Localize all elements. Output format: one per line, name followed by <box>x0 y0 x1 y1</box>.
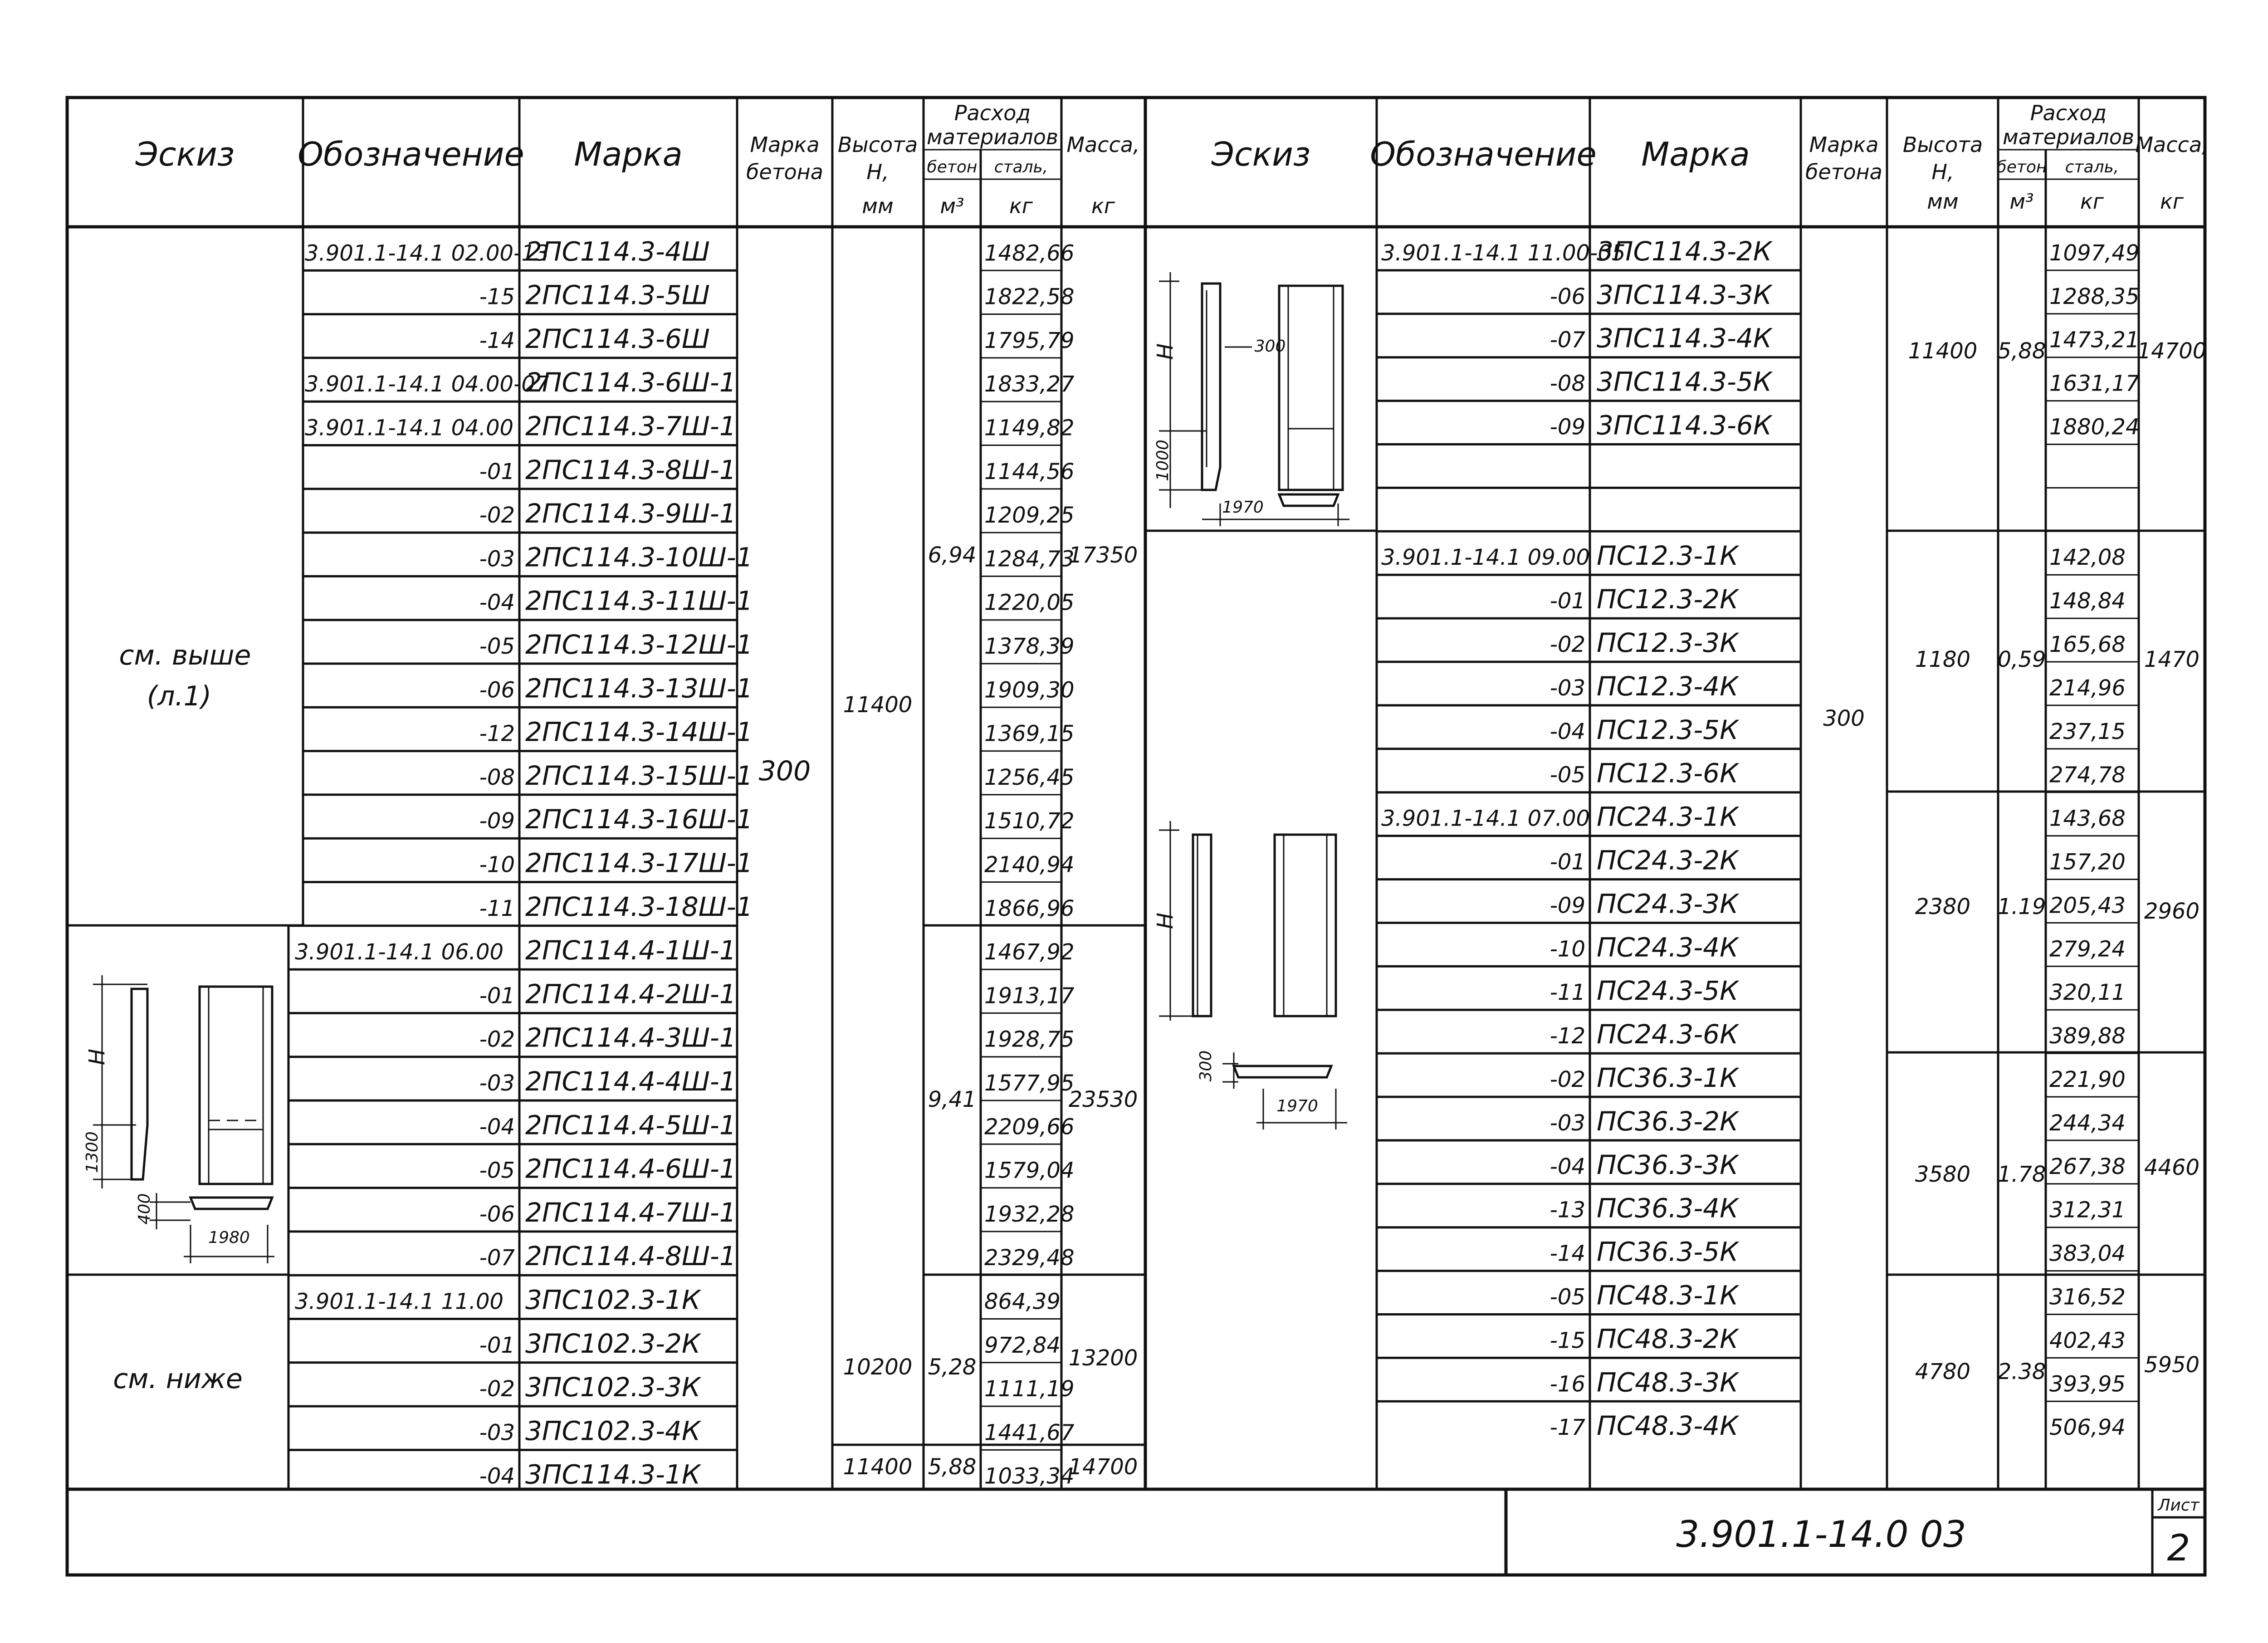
left-row-mark: 2ПС114.4-7Ш-1 <box>525 1197 736 1228</box>
left-row-steel: 1822,58 <box>984 284 1075 310</box>
right-row-mark: ПС36.3-1К <box>1597 1062 1739 1093</box>
left-row-mark: 2ПС114.4-8Ш-1 <box>525 1241 736 1272</box>
right-row-steel: 393,95 <box>2049 1371 2126 1397</box>
left-row-mark: 3ПС102.3-1К <box>525 1284 701 1315</box>
left-row-mark: 2ПС114.3-7Ш-1 <box>525 411 736 442</box>
right-row-steel: 237,15 <box>2049 719 2126 744</box>
left-row-steel: 1111,19 <box>984 1376 1075 1402</box>
right-row-designation: -08 <box>1549 371 1585 396</box>
right-row-steel: 214,96 <box>2049 675 2126 701</box>
dim-h-right-top: H <box>1153 343 1178 360</box>
right-row-mark: ПС36.3-4К <box>1597 1193 1739 1224</box>
right-row-designation: -10 <box>1549 936 1585 962</box>
left-height-10200: 10200 <box>843 1354 913 1380</box>
left-row-mark: 2ПС114.3-8Ш-1 <box>525 454 736 485</box>
right-row-mark: ПС36.3-2К <box>1597 1105 1739 1137</box>
right-row-mark: ПС24.3-4К <box>1597 932 1739 963</box>
left-row-mark: 3ПС102.3-3К <box>525 1372 701 1403</box>
left-row-designation: 3.901.1-14.1 04.00 <box>305 415 514 441</box>
right-row-mark: ПС48.3-3К <box>1597 1367 1739 1398</box>
right-row-designation: 3.901.1-14.1 09.00 <box>1381 545 1590 571</box>
right-row-designation: -16 <box>1549 1371 1585 1397</box>
header-mass-2: кг <box>1091 194 1115 218</box>
right-row-designation: -05 <box>1549 1284 1585 1310</box>
left-row-designation: -04 <box>479 1114 515 1140</box>
left-row-mark: 2ПС114.3-16Ш-1 <box>525 804 753 835</box>
right-row-mark: ПС48.3-2К <box>1597 1323 1739 1354</box>
left-row-mark: 2ПС114.3-6Ш <box>525 323 710 354</box>
right-row-mark: 3ПС114.3-4К <box>1597 323 1772 354</box>
left-vol-941: 9,41 <box>928 1087 977 1112</box>
right-row-mark: ПС12.3-1К <box>1597 540 1739 572</box>
right-row-designation: -09 <box>1549 414 1585 440</box>
left-row-steel: 1149,82 <box>984 415 1075 441</box>
left-row-designation: -01 <box>479 459 515 484</box>
dim-1980: 1980 <box>208 1228 250 1247</box>
header-height-3: мм <box>862 194 894 218</box>
right-row-designation: -03 <box>1549 675 1585 701</box>
right-row-designation: -15 <box>1549 1328 1585 1354</box>
left-vol-last: 5,88 <box>928 1454 977 1480</box>
left-row-designation: -06 <box>479 677 515 703</box>
right-m4: 4460 <box>2144 1155 2200 1180</box>
dim-1300: 1300 <box>83 1131 102 1173</box>
header-consumption-2-r: материалов <box>2003 125 2134 149</box>
right-row-mark: 3ПС114.3-6К <box>1597 410 1772 441</box>
dim-300-top: 300 <box>1254 337 1286 356</box>
left-row-mark: 2ПС114.3-10Ш-1 <box>525 542 753 573</box>
header-steel: сталь, <box>994 158 1048 176</box>
right-m5: 5950 <box>2144 1352 2200 1378</box>
right-row-steel: 1473,21 <box>2049 327 2140 353</box>
left-row-designation: -01 <box>479 1332 515 1358</box>
left-row-designation: 3.901.1-14.1 04.00-07 <box>305 372 549 397</box>
left-row-steel: 1220,05 <box>984 590 1075 616</box>
right-row-steel: 205,43 <box>2049 893 2126 919</box>
right-row-mark: ПС36.3-3К <box>1597 1149 1739 1180</box>
left-row-steel: 2209,66 <box>984 1114 1075 1140</box>
right-row-designation: -03 <box>1549 1110 1585 1136</box>
left-row-mark: 2ПС114.3-13Ш-1 <box>525 673 753 704</box>
header-steel-r: сталь, <box>2065 158 2119 176</box>
sketch-panel-right-mid <box>1153 821 1347 1130</box>
right-row-mark: ПС24.3-2К <box>1597 845 1739 876</box>
right-row-mark: ПС24.3-3К <box>1597 888 1739 919</box>
right-row-mark: ПС48.3-4К <box>1597 1410 1739 1442</box>
right-row-mark: ПС24.3-6К <box>1597 1019 1739 1050</box>
right-v2: 0,59 <box>1997 647 2046 672</box>
right-h2: 1180 <box>1915 647 1971 672</box>
left-row-steel: 1795,79 <box>984 328 1075 353</box>
left-row-steel: 1144,56 <box>984 459 1075 484</box>
header-height-1: Высота <box>837 132 918 157</box>
right-row-mark: 3ПС114.3-3К <box>1597 279 1772 310</box>
left-row-mark: 2ПС114.3-14Ш-1 <box>525 716 753 748</box>
left-row-mark: 3ПС114.3-1К <box>525 1459 701 1490</box>
right-row-mark: 3ПС114.3-2К <box>1597 235 1772 267</box>
right-row-designation: -17 <box>1549 1415 1585 1441</box>
right-row-steel: 274,78 <box>2049 762 2126 788</box>
dim-300-mid: 300 <box>1197 1050 1215 1082</box>
left-row-steel: 1369,15 <box>984 721 1075 747</box>
left-row-steel: 1932,28 <box>984 1201 1075 1227</box>
header-designation-r: Обозначение <box>1370 135 1597 173</box>
right-row-steel: 148,84 <box>2049 588 2126 614</box>
left-row-designation: -04 <box>479 590 515 616</box>
left-row-steel: 1913,17 <box>984 983 1075 1009</box>
right-row-mark: 3ПС114.3-5К <box>1597 366 1772 397</box>
left-row-steel: 1441,67 <box>984 1420 1075 1446</box>
right-row-steel: 383,04 <box>2049 1241 2126 1266</box>
left-row-designation: -02 <box>479 1027 515 1052</box>
left-mass-last: 14700 <box>1068 1454 1138 1480</box>
left-row-steel: 1866,96 <box>984 895 1075 921</box>
right-v3: 1.19 <box>1997 894 2046 919</box>
right-row-designation: 3.901.1-14.1 11.00-05 <box>1381 240 1626 266</box>
header-height-1-r: Высота <box>1902 132 1983 157</box>
dim-h-right-mid: H <box>1153 912 1178 929</box>
left-row-mark: 2ПС114.4-6Ш-1 <box>525 1153 736 1184</box>
right-row-mark: ПС12.3-5К <box>1597 714 1739 745</box>
header-mass-2-r: кг <box>2160 189 2184 214</box>
header-sketch-r: Эскиз <box>1211 135 1311 173</box>
left-row-steel: 1284,73 <box>984 546 1075 572</box>
left-row-mark: 3ПС102.3-2К <box>525 1328 701 1359</box>
header-concrete-unit: м³ <box>940 194 964 218</box>
left-row-designation: -09 <box>479 808 515 834</box>
header-consumption-1-r: Расход <box>2030 101 2107 125</box>
header-concrete-unit-r: м³ <box>2009 189 2034 214</box>
right-row-mark: ПС12.3-2К <box>1597 584 1739 615</box>
left-row-designation: -14 <box>479 328 515 353</box>
left-row-steel: 1833,27 <box>984 372 1075 397</box>
header-sketch: Эскиз <box>135 135 235 173</box>
left-row-designation: -03 <box>479 1420 515 1446</box>
right-row-steel: 320,11 <box>2049 980 2126 1006</box>
left-row-mark: 2ПС114.4-4Ш-1 <box>525 1066 736 1097</box>
header-concrete-grade-2: бетона <box>746 160 823 184</box>
right-row-mark: ПС48.3-1К <box>1597 1280 1739 1311</box>
right-row-designation: 3.901.1-14.1 07.00 <box>1381 806 1590 831</box>
dim-1000: 1000 <box>1154 440 1172 481</box>
right-row-steel: 1288,35 <box>2049 284 2140 309</box>
dim-400: 400 <box>135 1193 154 1225</box>
left-row-steel: 864,39 <box>984 1289 1061 1315</box>
left-row-steel: 1909,30 <box>984 677 1075 703</box>
header-concrete-r: бетон <box>1996 158 2047 176</box>
left-row-designation: -08 <box>479 764 515 790</box>
left-row-designation: -15 <box>479 284 515 310</box>
left-row-mark: 2ПС114.3-4Ш <box>525 236 710 267</box>
left-row-designation: -05 <box>479 1158 515 1183</box>
right-concrete-grade: 300 <box>1823 706 1865 731</box>
right-row-steel: 402,43 <box>2049 1328 2126 1354</box>
right-row-steel: 165,68 <box>2049 632 2126 657</box>
right-row-steel: 312,31 <box>2049 1197 2126 1223</box>
left-row-designation: -01 <box>479 983 515 1009</box>
right-v5: 2.38 <box>1997 1359 2046 1384</box>
right-row-mark: ПС12.3-4К <box>1597 670 1739 702</box>
left-row-mark: 2ПС114.4-2Ш-1 <box>525 978 736 1010</box>
sheet-label: Лист <box>2158 1496 2200 1515</box>
sketch-above-2: (л.1) <box>147 680 212 712</box>
right-row-designation: -05 <box>1549 762 1585 788</box>
right-row-designation: -13 <box>1549 1197 1585 1223</box>
right-row-steel: 506,94 <box>2049 1415 2126 1441</box>
left-row-designation: -11 <box>479 895 515 921</box>
right-row-designation: -14 <box>1549 1241 1585 1266</box>
header-mark: Марка <box>574 135 683 173</box>
left-row-designation: 3.901.1-14.1 06.00 <box>295 939 504 965</box>
header-mark-r: Марка <box>1641 135 1750 173</box>
left-vol-528: 5,28 <box>928 1354 977 1380</box>
right-row-steel: 142,08 <box>2049 545 2126 571</box>
left-row-steel: 1482,66 <box>984 240 1075 266</box>
left-row-mark: 2ПС114.4-1Ш-1 <box>525 935 736 966</box>
header-height-2-r: H, <box>1931 160 1954 184</box>
header-mass-1-r: Масса, <box>2135 132 2209 157</box>
right-row-mark: ПС24.3-1К <box>1597 801 1739 832</box>
right-row-steel: 1631,17 <box>2049 371 2140 396</box>
left-row-mark: 2ПС114.3-17Ш-1 <box>525 847 753 879</box>
left-row-steel: 2140,94 <box>984 852 1075 878</box>
right-row-steel: 279,24 <box>2049 936 2126 962</box>
left-height-last: 11400 <box>843 1454 913 1480</box>
left-vol-694: 6,94 <box>928 543 977 568</box>
right-row-steel: 1880,24 <box>2049 414 2140 440</box>
right-header <box>1211 101 2209 214</box>
left-mass-23530: 23530 <box>1068 1087 1138 1112</box>
left-row-steel: 1033,34 <box>984 1463 1075 1489</box>
right-row-designation: -09 <box>1549 893 1585 919</box>
left-row-steel: 2329,48 <box>984 1245 1075 1271</box>
left-row-steel: 1256,45 <box>984 764 1075 790</box>
left-row-steel: 1209,25 <box>984 503 1075 528</box>
left-mass-13200: 13200 <box>1068 1345 1138 1371</box>
right-m2: 1470 <box>2144 647 2200 672</box>
left-mass-17350: 17350 <box>1068 543 1138 568</box>
left-row-mark: 2ПС114.3-9Ш-1 <box>525 498 736 529</box>
sketch-above-1: см. выше <box>119 640 251 671</box>
header-steel-unit-r: кг <box>2080 189 2104 214</box>
right-row-steel: 157,20 <box>2049 849 2126 875</box>
right-h1: 11400 <box>1908 338 1978 364</box>
left-row-designation: -04 <box>479 1463 515 1489</box>
left-row-steel: 972,84 <box>984 1332 1061 1358</box>
right-h4: 3580 <box>1915 1162 1971 1187</box>
right-rows <box>1381 236 2140 1441</box>
left-row-steel: 1928,75 <box>984 1027 1075 1052</box>
right-row-designation: -02 <box>1549 632 1585 657</box>
left-height-11400: 11400 <box>843 692 913 718</box>
header-mass-1: Масса, <box>1066 132 1140 157</box>
right-row-designation: -01 <box>1549 849 1585 875</box>
left-row-designation: -12 <box>479 721 515 747</box>
right-row-steel: 143,68 <box>2049 806 2126 831</box>
left-row-designation: -03 <box>479 1071 515 1096</box>
right-h3: 2380 <box>1915 894 1971 919</box>
right-merged-cells <box>1823 338 2206 1384</box>
left-rows <box>295 236 1075 1490</box>
left-row-designation: -10 <box>479 852 515 878</box>
left-row-mark: 2ПС114.3-11Ш-1 <box>525 585 753 616</box>
left-row-mark: 2ПС114.4-5Ш-1 <box>525 1110 736 1141</box>
document-code: 3.901.1-14.0 03 <box>1676 1513 1966 1555</box>
right-v4: 1.78 <box>1997 1162 2046 1187</box>
right-row-designation: -11 <box>1549 980 1585 1006</box>
left-row-mark: 2ПС114.4-3Ш-1 <box>525 1022 736 1053</box>
sheet-number: 2 <box>2167 1527 2190 1569</box>
left-row-designation: 3.901.1-14.1 11.00 <box>295 1289 504 1315</box>
header-concrete: бетон <box>927 158 978 176</box>
header-steel-unit: кг <box>1009 194 1033 218</box>
dim-1970-mid: 1970 <box>1276 1097 1318 1115</box>
left-row-mark: 2ПС114.3-15Ш-1 <box>525 760 753 791</box>
right-row-mark: ПС12.3-6К <box>1597 758 1739 789</box>
left-row-steel: 1579,04 <box>984 1158 1075 1183</box>
left-row-designation: -02 <box>479 1376 515 1402</box>
right-row-designation: -12 <box>1549 1023 1585 1049</box>
right-m3: 2960 <box>2144 899 2200 924</box>
left-header <box>135 101 1140 218</box>
sketch-panel-left <box>83 975 274 1263</box>
left-row-mark: 2ПС114.3-12Ш-1 <box>525 629 753 660</box>
right-v1: 5,88 <box>1997 338 2046 364</box>
right-row-designation: -06 <box>1549 284 1585 309</box>
header-consumption-1: Расход <box>954 101 1031 125</box>
dim-1970-top: 1970 <box>1222 498 1264 517</box>
left-row-mark: 3ПС102.3-4К <box>525 1415 701 1447</box>
left-row-mark: 2ПС114.3-5Ш <box>525 279 710 311</box>
left-row-mark: 2ПС114.3-6Ш-1 <box>525 367 736 398</box>
header-concrete-grade-1-r: Марка <box>1809 132 1879 157</box>
header-concrete-grade-1: Марка <box>750 132 820 157</box>
left-row-designation: -05 <box>479 634 515 659</box>
left-row-steel: 1467,92 <box>984 939 1075 965</box>
left-row-designation: -03 <box>479 546 515 572</box>
left-row-designation: -02 <box>479 503 515 528</box>
right-row-steel: 267,38 <box>2049 1154 2126 1179</box>
right-row-mark: ПС24.3-5К <box>1597 975 1739 1007</box>
left-row-steel: 1510,72 <box>984 808 1075 834</box>
header-consumption-2: материалов <box>927 125 1058 149</box>
left-row-steel: 1378,39 <box>984 634 1075 659</box>
dim-h-left: H <box>84 1048 110 1066</box>
right-row-steel: 389,88 <box>2049 1023 2126 1049</box>
right-row-designation: -07 <box>1549 327 1585 353</box>
right-row-designation: -04 <box>1549 719 1585 744</box>
left-row-designation: -06 <box>479 1201 515 1227</box>
left-row-mark: 2ПС114.3-18Ш-1 <box>525 891 753 922</box>
right-row-steel: 221,90 <box>2049 1067 2126 1092</box>
left-row-steel: 1577,95 <box>984 1071 1075 1096</box>
right-row-steel: 244,34 <box>2049 1110 2126 1136</box>
right-row-designation: -02 <box>1549 1067 1585 1092</box>
right-row-designation: -01 <box>1549 588 1585 614</box>
header-height-3-r: мм <box>1927 189 1959 214</box>
sketch-panel-right-top <box>1153 272 1349 526</box>
right-row-mark: ПС36.3-5К <box>1597 1236 1739 1267</box>
left-row-designation: -07 <box>479 1245 515 1271</box>
left-concrete-grade: 300 <box>758 755 811 787</box>
left-row-designation: 3.901.1-14.1 02.00-13 <box>305 240 549 266</box>
right-row-steel: 1097,49 <box>2049 240 2140 266</box>
right-h5: 4780 <box>1915 1359 1971 1384</box>
header-designation: Обозначение <box>298 135 524 173</box>
header-concrete-grade-2-r: бетона <box>1805 160 1882 184</box>
header-height-2: H, <box>866 160 889 184</box>
sketch-below: см. ниже <box>113 1363 243 1395</box>
right-row-designation: -04 <box>1549 1154 1585 1179</box>
right-row-mark: ПС12.3-3К <box>1597 627 1739 658</box>
right-m1: 14700 <box>2137 338 2207 364</box>
right-row-steel: 316,52 <box>2049 1284 2126 1310</box>
